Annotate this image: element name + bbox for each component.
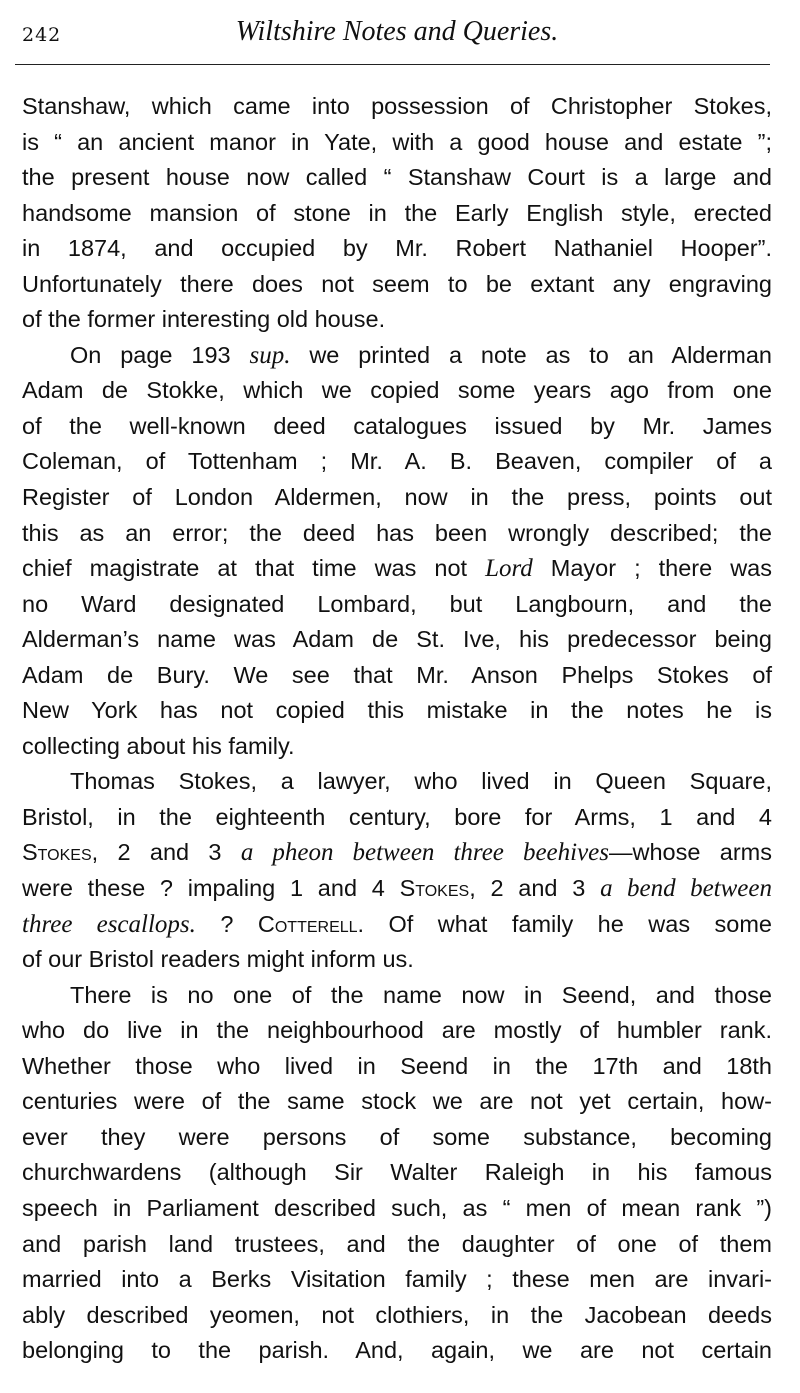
text-line	[22, 729, 772, 765]
text-line	[22, 1049, 772, 1085]
text-span: , 2 and 3	[469, 875, 601, 902]
text-span: of the well-known deed catalogues issued by Mr. James	[22, 412, 772, 439]
text-line	[22, 480, 772, 516]
text-line	[22, 89, 772, 125]
text-span: handsome mansion of stone in the Early English style, erected	[22, 199, 772, 226]
text-span: On page 193	[70, 341, 250, 368]
text-line	[22, 551, 772, 587]
text-span: New York has not copied this mistake in the notes he is	[22, 697, 772, 724]
text-span: is “ an ancient manor in Yate, with a good house and estate ”;	[22, 128, 772, 155]
text-line	[22, 338, 772, 374]
text-span: we printed a note as to an Alderman	[290, 341, 772, 368]
text-span: Unfortunately there does not seem to be extant any engraving	[22, 270, 772, 297]
text-line	[22, 196, 772, 232]
text-span: of our Bristol readers might inform us.	[22, 946, 414, 973]
text-span: Coleman, of Tottenham ; Mr. A. B. Beaven, compiler of a	[22, 448, 772, 475]
text-line	[22, 125, 772, 161]
text-line	[22, 1155, 772, 1191]
text-span: , 2 and 3	[91, 839, 241, 866]
text-line	[22, 658, 772, 694]
text-line	[22, 942, 772, 978]
text-span: speech in Parliament described such, as “ men of mean rank ”)	[22, 1194, 772, 1221]
header-rule	[15, 64, 770, 65]
text-line	[22, 835, 772, 871]
text-span: churchwardens (although Sir Walter Raleigh in his famous	[22, 1159, 772, 1186]
text-span: and parish land trustees, and the daughter of one of them	[22, 1230, 772, 1257]
text-span: ably described yeomen, not clothiers, in the Jacobean deeds	[22, 1301, 772, 1328]
text-line	[22, 800, 772, 836]
text-span: There is no one of the name now in Seend, and those	[70, 981, 772, 1008]
italic-text: a bend between	[600, 875, 772, 903]
text-span: married into a Berks Visitation family ; these men are invari-	[22, 1266, 772, 1293]
text-span: who do live in the neighbourhood are mostly of humbler rank.	[22, 1017, 772, 1044]
text-span: Adam de Stokke, which we copied some years ago from one	[22, 377, 772, 404]
page-number: 242	[22, 24, 62, 46]
text-span: Register of London Aldermen, now in the press, points out	[22, 484, 772, 511]
text-line	[22, 1013, 772, 1049]
text-span: Whether those who lived in Seend in the 17th and 18th	[22, 1052, 772, 1079]
text-span: belonging to the parish. And, again, we are not certain	[22, 1337, 772, 1364]
italic-text: a pheon between three beehives	[240, 839, 610, 867]
running-title: Wiltshire Notes and Queries.	[235, 16, 559, 47]
italic-text: Lord	[485, 555, 533, 583]
italic-text: sup.	[249, 341, 291, 369]
text-line	[22, 302, 772, 338]
text-line	[22, 764, 772, 800]
text-span: Bristol, in the eighteenth century, bore for Arms, 1 and 4	[22, 803, 772, 830]
text-span: were these ? impaling 1 and 4	[22, 875, 400, 902]
text-span: . Of what family he was some	[357, 910, 772, 937]
text-line	[22, 693, 772, 729]
text-line	[22, 978, 772, 1014]
text-span: this as an error; the deed has been wrongly described; the	[22, 519, 772, 546]
text-line	[22, 1084, 772, 1120]
text-line	[22, 267, 772, 303]
text-span: ever they were persons of some substance, becoming	[22, 1123, 772, 1150]
text-line	[22, 1120, 772, 1156]
text-line	[22, 516, 772, 552]
text-line	[22, 1262, 772, 1298]
small-caps-text: Stokes	[22, 839, 92, 866]
text-line	[22, 1191, 772, 1227]
text-line	[22, 444, 772, 480]
text-span: Stanshaw, which came into possession of Christopher Stokes,	[22, 93, 772, 119]
page-header	[22, 14, 772, 54]
text-line	[22, 231, 772, 267]
text-span: the present house now called “ Stanshaw Court is a large and	[22, 164, 772, 191]
text-span: ?	[195, 910, 258, 937]
text-span: —whose arms	[609, 839, 772, 866]
small-caps-text: Stokes	[399, 875, 470, 902]
text-span: centuries were of the same stock we are not yet certain, how-	[22, 1088, 772, 1115]
text-span: collecting about his family.	[22, 732, 295, 759]
text-span: Alderman’s name was Adam de St. Ive, his predecessor being	[22, 626, 772, 653]
text-span: chief magistrate at that time was not	[22, 555, 486, 582]
text-span: Mayor ; there was	[532, 555, 772, 582]
text-line	[22, 622, 772, 658]
body-text	[22, 89, 772, 1369]
text-line	[22, 373, 772, 409]
small-caps-text: Cotterell	[257, 910, 358, 937]
text-span: no Ward designated Lombard, but Langbourn, and the	[22, 590, 772, 617]
text-span: Thomas Stokes, a lawyer, who lived in Queen Square,	[70, 768, 772, 795]
text-line	[22, 1333, 772, 1369]
text-line	[22, 1298, 772, 1334]
text-line	[22, 907, 772, 943]
text-span: of the former interesting old house.	[22, 306, 386, 333]
text-line	[22, 160, 772, 196]
text-line	[22, 409, 772, 445]
text-line	[22, 1227, 772, 1263]
italic-text: three escallops.	[22, 910, 196, 938]
text-line	[22, 587, 772, 623]
text-span: Adam de Bury. We see that Mr. Anson Phelps Stokes of	[22, 661, 772, 688]
text-line	[22, 871, 772, 907]
text-span: in 1874, and occupied by Mr. Robert Nathaniel Hooper”.	[22, 235, 772, 262]
